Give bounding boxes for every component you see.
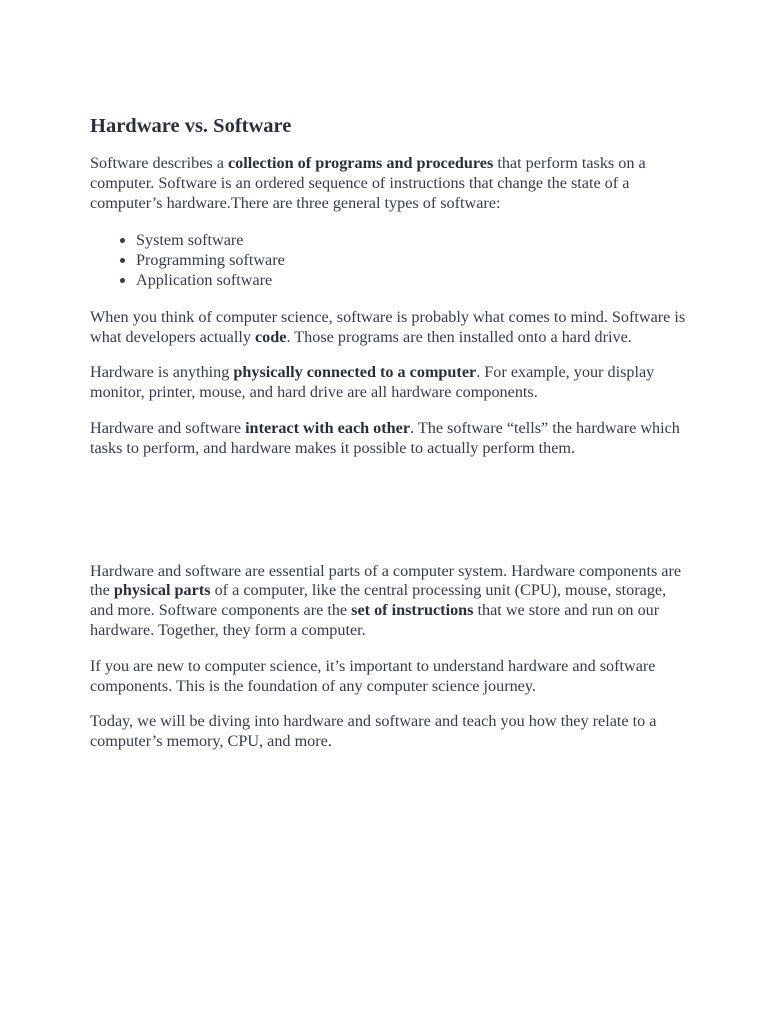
paragraph-hardware xyxy=(90,363,690,403)
text-span: that we store and run on our hardware. Together, they form a computer. xyxy=(90,601,660,639)
text-span: When you think of computer science, software is probably what comes to mind. Software is what developers actually xyxy=(90,307,686,346)
bold-text: physical parts xyxy=(113,581,211,600)
bold-text: set of instructions xyxy=(351,601,474,620)
list-item: • System software xyxy=(136,231,690,251)
text-span: . For example, your display monitor, printer, mouse, and hard drive are all hardware components. xyxy=(90,363,655,402)
paragraph-foundation: If you are new to computer science, it’s important to understand hardware and software components. This is the foundation of any computer science journey. xyxy=(90,656,656,695)
paragraph-intro xyxy=(90,154,690,213)
bold-text: code xyxy=(254,327,287,346)
text-span: of a computer, like the central processing unit (CPU), mouse, storage, and more. Software components are the xyxy=(90,581,667,620)
list-item: • Programming software xyxy=(136,251,690,271)
list-item: • Application software xyxy=(136,271,690,291)
text-span: . The software “tells” the hardware which tasks to perform, and hardware makes it possible to actually perform them. xyxy=(90,418,680,457)
bold-text: interact with each other xyxy=(245,418,411,437)
text-span: Hardware is anything xyxy=(90,363,234,382)
paragraph-today: Today, we will be diving into hardware and software and teach you how they relate to a computer’s memory, CPU, and more. xyxy=(90,712,657,751)
text-span: . Those programs are then installed onto a hard drive. xyxy=(286,327,632,346)
page-title: Hardware vs. Software xyxy=(90,115,292,137)
text-span: Software describes a xyxy=(90,154,228,172)
text-span: Hardware and software are essential parts of a computer system. Hardware components are the xyxy=(90,561,682,600)
paragraph-interaction xyxy=(90,419,690,459)
text-span: that perform tasks on a computer. Software is an ordered sequence of instructions that change the state of a computer’s hardware.There are three general types of software: xyxy=(90,154,646,212)
paragraph-essential-parts xyxy=(90,562,690,641)
document-page xyxy=(90,113,690,752)
text-span: Hardware and software xyxy=(90,418,246,437)
bold-text: collection of programs and procedures xyxy=(228,154,494,172)
paragraph-software-code xyxy=(90,308,690,348)
bold-text: physically connected to a computer xyxy=(233,363,477,382)
software-types-list xyxy=(90,231,690,290)
